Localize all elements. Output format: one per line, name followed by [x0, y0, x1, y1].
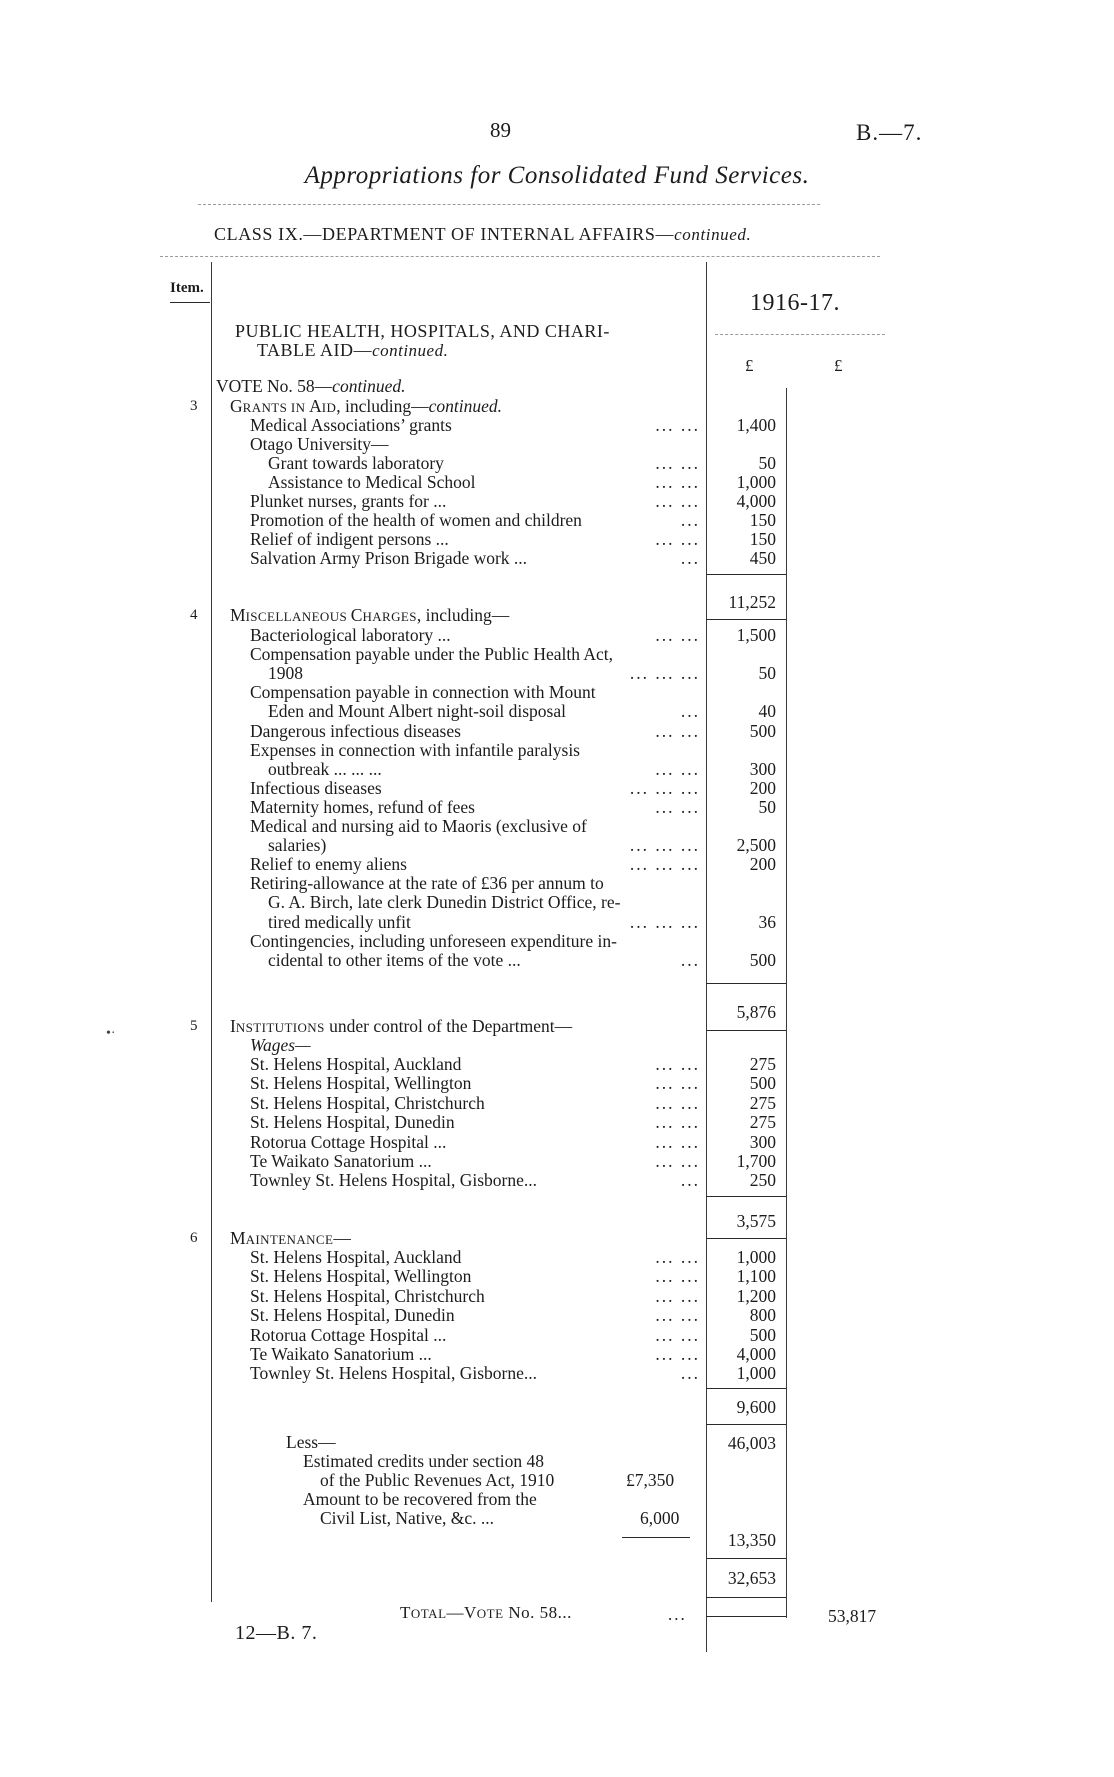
line-item-amount: 150 [749, 529, 776, 549]
line-item-amount: 1,000 [736, 1363, 776, 1384]
line-item [0, 701, 1114, 721]
item-number: 4 [190, 607, 198, 623]
line-item [0, 1286, 1114, 1306]
less-rule [622, 1537, 690, 1538]
line-item-amount: 200 [749, 854, 776, 875]
leader-dots: ... ... ... [629, 777, 700, 798]
leader-dots: ... ... [655, 1073, 700, 1094]
leader-dots: ... ... [655, 1112, 700, 1133]
line-item-amount: 4,000 [736, 491, 776, 511]
line-item-label: Salvation Army Prison Brigade work ... [250, 548, 528, 568]
header-rule [198, 204, 820, 205]
line-item-label: Medical Associations’ grants [250, 415, 452, 435]
leader-dots: ... ... [655, 720, 700, 741]
line-item-label: St. Helens Hospital, Auckland [250, 1054, 462, 1074]
line-item-amount: 500 [749, 1073, 776, 1094]
line-item-label: Compensation payable under the Public Health Act, [250, 644, 614, 665]
line-item-amount: 1,000 [736, 472, 776, 492]
line-item-label: Maternity homes, refund of fees [250, 796, 475, 817]
line-item [0, 797, 1114, 817]
line-item-label: Townley St. Helens Hospital, Gisborne... [250, 1170, 538, 1191]
page-title: Appropriations for Consolidated Fund Services. [304, 162, 810, 189]
line-item-amount: 275 [749, 1092, 776, 1113]
line-item-label: St. Helens Hospital, Dunedin [250, 1112, 455, 1133]
line-item-label: Townley St. Helens Hospital, Gisborne... [250, 1363, 538, 1384]
year-column-header: 1916-17. [750, 290, 840, 316]
line-item-label: Rotorua Cottage Hospital ... [250, 1131, 447, 1152]
leader-dots: ... ... [655, 472, 700, 492]
item-4-heading [0, 605, 1114, 625]
line-item-amount: 1,100 [736, 1266, 776, 1287]
line-item [0, 472, 1114, 492]
line-item [0, 1112, 1114, 1132]
subtotal-rule [706, 574, 786, 575]
line-item-label: outbreak ... ... ... [268, 758, 382, 779]
line-item-amount: 450 [749, 548, 776, 568]
line-item-amount: 500 [749, 1324, 776, 1345]
line-item-label: St. Helens Hospital, Wellington [250, 1073, 472, 1094]
gross-total: 46,003 [727, 1433, 776, 1453]
line-item [0, 721, 1114, 741]
line-item-label: Plunket nurses, grants for ... [250, 491, 447, 511]
line-item [0, 931, 1114, 951]
line-item-amount: 275 [749, 1054, 776, 1074]
leader-dots: ... ... [655, 1092, 700, 1113]
line-item-amount: 2,500 [736, 835, 776, 856]
item-5-subtotal: 3,575 [736, 1211, 776, 1231]
line-item [0, 1073, 1114, 1093]
leader-dots: ... ... ... [629, 663, 700, 684]
section-heading: PUBLIC HEALTH, HOSPITALS, AND CHARI- TABLE AID—continued. [235, 321, 610, 360]
item-3-heading [0, 396, 1114, 416]
item-6-subtotal: 9,600 [736, 1397, 776, 1417]
subtotal-rule [706, 1388, 786, 1389]
line-item-amount: 4,000 [736, 1344, 776, 1364]
leader-dots: ... ... [655, 1305, 700, 1326]
less-amount-1: £7,350 [626, 1470, 675, 1490]
line-item-label: Promotion of the health of women and children [250, 510, 582, 530]
line-item-label: salaries) [268, 835, 327, 856]
line-item-label: Te Waikato Sanatorium ... [250, 1151, 432, 1171]
item-3-subtotal: 11,252 [728, 592, 776, 612]
line-item-label: cidental to other items of the vote ... [268, 949, 521, 970]
line-item-label: Compensation payable in connection with Mount [250, 682, 596, 703]
leader-dots: ... ... [655, 1151, 700, 1171]
line-item-label: Assistance to Medical School [268, 472, 476, 492]
line-item-label: Contingencies, including unforeseen expenditure in- [250, 930, 617, 951]
line-item-label: Otago University— [250, 434, 389, 454]
line-item-amount: 1,000 [736, 1247, 776, 1267]
item-heading-text: INSTITUTIONS under control of the Department— [230, 1016, 573, 1036]
deduction-rule [706, 1558, 786, 1559]
line-item [0, 950, 1114, 970]
line-item-amount: 1,500 [736, 625, 776, 645]
leader-dots: ... ... [655, 491, 700, 511]
leader-dots: ... ... [655, 1266, 700, 1287]
line-item [0, 759, 1114, 779]
line-item-amount: 250 [749, 1170, 776, 1191]
line-item [0, 663, 1114, 683]
line-item-label: Relief to enemy aliens [250, 854, 407, 875]
line-item-label: tired medically unfit [268, 911, 411, 932]
line-item [0, 1132, 1114, 1152]
leader-dots: ... [680, 1363, 700, 1384]
deduction-total: 13,350 [727, 1530, 776, 1550]
line-item [0, 1344, 1114, 1364]
line-item [0, 682, 1114, 702]
year-rule [715, 334, 885, 335]
line-item-amount: 300 [749, 1131, 776, 1152]
document-reference: B.—7. [856, 120, 923, 145]
line-item-amount: 40 [758, 701, 776, 722]
line-item-amount: 800 [749, 1305, 776, 1326]
line-item [0, 1093, 1114, 1113]
net-total: 32,653 [727, 1568, 776, 1588]
leader-dots: ... ... [655, 453, 700, 473]
line-item [0, 1151, 1114, 1171]
line-item-label: Retiring-allowance at the rate of £36 per annum to [250, 873, 604, 894]
line-item-amount: 200 [749, 777, 776, 798]
line-item-label: Te Waikato Sanatorium ... [250, 1344, 432, 1364]
item-number: 3 [190, 398, 198, 414]
item-heading-text: GRANTS IN AID, including—continued. [230, 396, 502, 416]
vote-total-label: TOTAL—VOTE No. 58... [400, 1603, 572, 1622]
leader-dots: ... ... [655, 529, 700, 549]
line-item [0, 644, 1114, 664]
line-item [0, 912, 1114, 932]
page-number: 89 [490, 118, 511, 142]
line-item-amount: 1,700 [736, 1151, 776, 1171]
pound-sign-1: £ [745, 356, 754, 375]
line-item [0, 491, 1114, 511]
table-top-rule [160, 256, 880, 257]
leader-dots: ... ... [655, 1344, 700, 1364]
line-item-label: St. Helens Hospital, Christchurch [250, 1285, 485, 1306]
line-item-label: St. Helens Hospital, Dunedin [250, 1305, 455, 1326]
total-rule [706, 1616, 786, 1617]
item-column-header: Item. [170, 280, 204, 296]
line-item-label: Bacteriological laboratory ... [250, 625, 451, 645]
wages-subheading: Wages— [250, 1035, 311, 1055]
leader-dots: ... ... [655, 1324, 700, 1345]
line-item-amount: 275 [749, 1112, 776, 1133]
line-item-label: Dangerous infectious diseases [250, 720, 461, 741]
item-heading-text: MISCELLANEOUS CHARGES, including— [230, 605, 510, 625]
leader-dots: ... ... [655, 796, 700, 817]
leader-dots: ... ... ... [629, 835, 700, 856]
leader-dots: ... [680, 1170, 700, 1191]
item-6-heading [0, 1228, 1114, 1248]
leader-dots: ... ... [655, 1054, 700, 1074]
leader-dots: ... ... ... [629, 854, 700, 875]
line-item-label: Grant towards laboratory [268, 453, 444, 473]
subtotal-rule [706, 983, 786, 984]
leader-dots: ... ... [655, 415, 700, 435]
less-heading: Less— [286, 1432, 336, 1452]
less-line-1: Estimated credits under section 48 [303, 1451, 545, 1471]
item-5-heading [0, 1016, 1114, 1036]
line-item-amount: 150 [749, 510, 776, 530]
net-rule [706, 1597, 786, 1598]
line-item [0, 453, 1114, 473]
less-line-2: of the Public Revenues Act, 1910 [320, 1470, 555, 1490]
item-heading-text: MAINTENANCE— [230, 1228, 351, 1248]
line-item-amount: 50 [758, 796, 776, 817]
less-line-4: Civil List, Native, &c. ... [320, 1508, 495, 1528]
line-item-label: 1908 [268, 663, 303, 684]
line-item-amount: 500 [749, 720, 776, 741]
line-item [0, 1247, 1114, 1267]
less-amount-2: 6,000 [640, 1508, 680, 1528]
line-item [0, 625, 1114, 645]
line-item [0, 1170, 1114, 1190]
pound-sign-2: £ [834, 356, 843, 375]
line-item [0, 434, 1114, 454]
leader-dots: ... ... ... [629, 911, 700, 932]
less-line-3: Amount to be recovered from the [303, 1489, 537, 1509]
line-item-label: G. A. Birch, late clerk Dunedin District Office, re- [268, 892, 621, 913]
vote-heading: VOTE No. 58—continued. [216, 376, 406, 396]
line-item-amount: 300 [749, 758, 776, 779]
item-4-subtotal: 5,876 [736, 1002, 776, 1022]
line-item-label: Infectious diseases [250, 777, 382, 798]
line-item [0, 873, 1114, 893]
item-number: 5 [190, 1018, 198, 1034]
line-item-amount: 1,400 [736, 415, 776, 435]
signature-mark: 12—B. 7. [235, 1622, 318, 1644]
item-header-rule [170, 302, 210, 303]
leader-dots: ... ... [655, 1247, 700, 1267]
subtotal-rule [706, 1424, 786, 1425]
line-item-label: Expenses in connection with infantile paralysis [250, 739, 580, 760]
line-item-label: St. Helens Hospital, Wellington [250, 1266, 472, 1287]
leader-dots: ... ... [655, 1131, 700, 1152]
leader-dots: ... ... [655, 1285, 700, 1306]
line-item-label: St. Helens Hospital, Christchurch [250, 1092, 485, 1113]
line-item-amount: 500 [749, 949, 776, 970]
line-item [0, 529, 1114, 549]
subtotal-rule [706, 1196, 786, 1197]
line-item [0, 510, 1114, 530]
line-item [0, 816, 1114, 836]
line-item [0, 778, 1114, 798]
leader-dots: ... ... [655, 625, 700, 645]
line-item-label: Rotorua Cottage Hospital ... [250, 1324, 447, 1345]
leader-dots: ... [680, 701, 700, 722]
leader-dots: ... [680, 949, 700, 970]
item-number: 6 [190, 1230, 198, 1246]
total-leader-dots: ... [668, 1605, 687, 1624]
leader-dots: ... [680, 510, 700, 530]
line-item [0, 1363, 1114, 1383]
line-item [0, 548, 1114, 568]
line-item-label: Medical and nursing aid to Maoris (exclusive of [250, 816, 587, 836]
line-item-amount: 50 [758, 453, 776, 473]
line-item [0, 1054, 1114, 1074]
line-item-label: Relief of indigent persons ... [250, 529, 449, 549]
leader-dots: ... [680, 548, 700, 568]
line-item-amount: 1,200 [736, 1285, 776, 1306]
class-heading: CLASS IX.—DEPARTMENT OF INTERNAL AFFAIRS—continued. [214, 224, 752, 244]
line-item [0, 835, 1114, 855]
grand-total: 53,817 [828, 1606, 877, 1626]
leader-dots: ... ... [655, 758, 700, 779]
line-item-label: St. Helens Hospital, Auckland [250, 1247, 462, 1267]
line-item [0, 740, 1114, 760]
line-item [0, 892, 1114, 912]
subtotal-column-divider [786, 388, 787, 1618]
line-item [0, 1305, 1114, 1325]
line-item [0, 854, 1114, 874]
line-item [0, 415, 1114, 435]
stray-mark: •· [106, 1026, 116, 1041]
line-item-amount: 50 [758, 663, 776, 684]
line-item [0, 1325, 1114, 1345]
line-item-amount: 36 [758, 911, 776, 932]
line-item [0, 1266, 1114, 1286]
line-item-label: Eden and Mount Albert night-soil disposal [268, 701, 566, 722]
